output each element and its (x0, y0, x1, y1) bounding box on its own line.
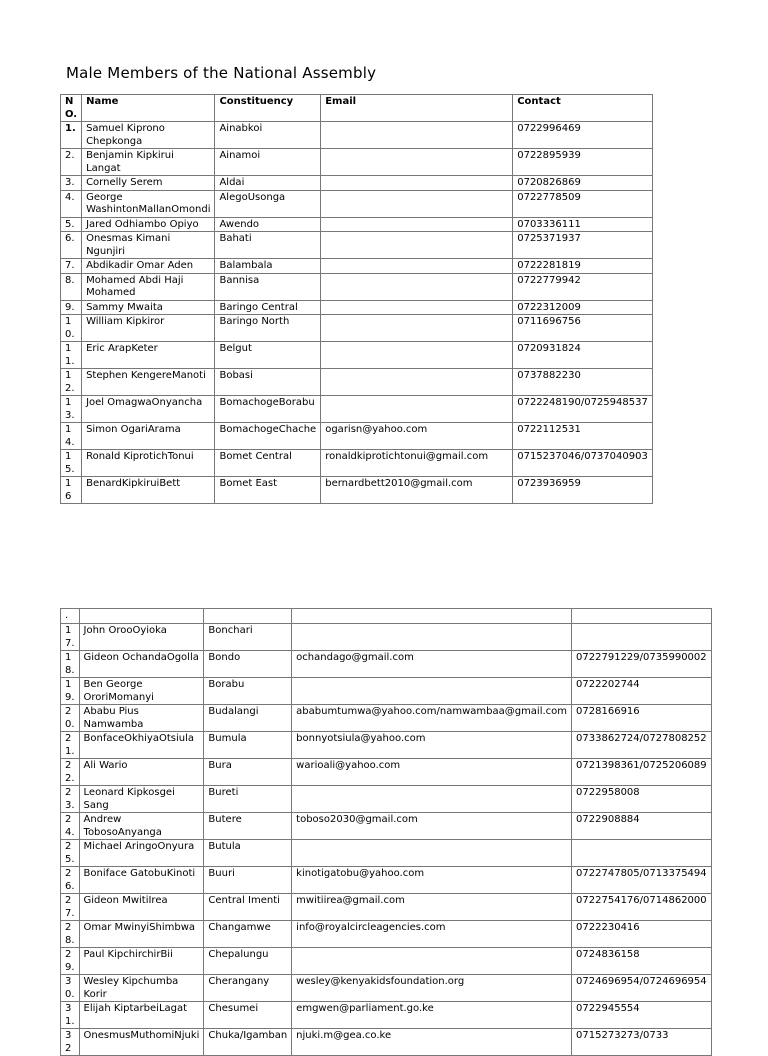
cell-name: Ronald KiprotichTonui (82, 450, 215, 477)
cell-no: 17. (61, 624, 80, 651)
members-table-2 (60, 608, 712, 1056)
cell-email (292, 786, 572, 813)
cell-email: ogarisn@yahoo.com (321, 423, 513, 450)
cell-no: 28. (61, 921, 80, 948)
cell-email (321, 122, 513, 149)
cell-contact: 0722895939 (513, 149, 653, 176)
table-row (61, 232, 653, 259)
cell-name: Paul KipchirchirBii (79, 948, 204, 975)
cell-email (321, 396, 513, 423)
cell-contact: 0715273273/0733 (572, 1029, 712, 1056)
cell-name: Joel OmagwaOnyancha (82, 396, 215, 423)
cell-email (321, 190, 513, 217)
table-row (61, 342, 653, 369)
table-row (61, 651, 712, 678)
table-row (61, 786, 712, 813)
cell-name: BonfaceOkhiyaOtsiula (79, 732, 204, 759)
cell-contact: 0724836158 (572, 948, 712, 975)
cell-email: ababumtumwa@yahoo.com/namwambaa@gmail.com (292, 705, 572, 732)
cell-contact: 0728166916 (572, 705, 712, 732)
cell-no: 11. (61, 342, 82, 369)
cell-no: 24. (61, 813, 80, 840)
cell-contact: 0722747805/0713375494 (572, 867, 712, 894)
cell-email (321, 342, 513, 369)
cell-contact (572, 624, 712, 651)
cell-contact: 0722908884 (572, 813, 712, 840)
cell-no: 9. (61, 300, 82, 315)
cell-constituency: Buuri (204, 867, 292, 894)
cell-name: Andrew TobosoAnyanga (79, 813, 204, 840)
cell-email (292, 948, 572, 975)
cell-email (321, 149, 513, 176)
cell-no: 14. (61, 423, 82, 450)
table-row (61, 813, 712, 840)
cell-no: 7. (61, 259, 82, 274)
cell-no: 13. (61, 396, 82, 423)
cell-name: Abdikadir Omar Aden (82, 259, 215, 274)
cell-constituency: BomachogeChache (215, 423, 321, 450)
cell-contact: 0722779942 (513, 273, 653, 300)
cell-constituency: BomachogeBorabu (215, 396, 321, 423)
cell-contact: 0720826869 (513, 176, 653, 191)
cell-name: Gideon OchandaOgolla (79, 651, 204, 678)
cell-contact: 0703336111 (513, 217, 653, 232)
table-row (61, 423, 653, 450)
cell-constituency: Cherangany (204, 975, 292, 1002)
cell-contact: 0722754176/0714862000 (572, 894, 712, 921)
cell-constituency: Bannisa (215, 273, 321, 300)
table-header-row (61, 95, 653, 122)
cell-email: kinotigatobu@yahoo.com (292, 867, 572, 894)
cell-name: Benjamin Kipkirui Langat (82, 149, 215, 176)
cell-name: Simon OgariArama (82, 423, 215, 450)
cell-name: Gideon MwitiIrea (79, 894, 204, 921)
cell-email: emgwen@parliament.go.ke (292, 1002, 572, 1029)
cell-no: 4. (61, 190, 82, 217)
table-row (61, 975, 712, 1002)
members-table-1 (60, 94, 653, 504)
header-constituency: Constituency (215, 95, 321, 122)
cell-contact: 0733862724/0727808252 (572, 732, 712, 759)
cell-constituency: Chepalungu (204, 948, 292, 975)
cell-constituency: Bobasi (215, 369, 321, 396)
cell-contact: 0721398361/0725206089 (572, 759, 712, 786)
cell-name: Cornelly Serem (82, 176, 215, 191)
table-row (61, 190, 653, 217)
cell-contact: 0722945554 (572, 1002, 712, 1029)
table-row (61, 759, 712, 786)
cell-no: 30. (61, 975, 80, 1002)
cell-email (321, 369, 513, 396)
cell-no: 31. (61, 1002, 80, 1029)
cell-constituency: Aldai (215, 176, 321, 191)
cell-contact: 0722778509 (513, 190, 653, 217)
cell-name: Leonard Kipkosgei Sang (79, 786, 204, 813)
cell-no: 26. (61, 867, 80, 894)
cell-contact: 0722281819 (513, 259, 653, 274)
cell-contact (572, 609, 712, 624)
table-row (61, 1002, 712, 1029)
cell-no: 21. (61, 732, 80, 759)
cell-no: 27. (61, 894, 80, 921)
cell-constituency: Central Imenti (204, 894, 292, 921)
cell-constituency: Chesumei (204, 1002, 292, 1029)
cell-constituency: Bomet Central (215, 450, 321, 477)
cell-constituency: Bonchari (204, 624, 292, 651)
cell-no: 23. (61, 786, 80, 813)
table-row (61, 315, 653, 342)
cell-constituency: Chuka/Igamban (204, 1029, 292, 1056)
cell-email: warioali@yahoo.com (292, 759, 572, 786)
cell-no: 12. (61, 369, 82, 396)
cell-email (321, 315, 513, 342)
cell-contact: 0725371937 (513, 232, 653, 259)
cell-email: toboso2030@gmail.com (292, 813, 572, 840)
cell-constituency: Baringo Central (215, 300, 321, 315)
cell-email: wesley@kenyakidsfoundation.org (292, 975, 572, 1002)
cell-no: 16 (61, 477, 82, 504)
cell-contact: 0723936959 (513, 477, 653, 504)
cell-name: Mohamed Abdi Haji Mohamed (82, 273, 215, 300)
cell-contact: 0722230416 (572, 921, 712, 948)
table-row (61, 921, 712, 948)
cell-constituency: Baringo North (215, 315, 321, 342)
cell-constituency: Ainabkoi (215, 122, 321, 149)
table-row (61, 1029, 712, 1056)
cell-constituency: Budalangi (204, 705, 292, 732)
cell-contact (572, 840, 712, 867)
cell-name: Boniface GatobuKinoti (79, 867, 204, 894)
table-row (61, 396, 653, 423)
cell-constituency: Bumula (204, 732, 292, 759)
table-row (61, 122, 653, 149)
cell-contact: 0722112531 (513, 423, 653, 450)
cell-email (321, 176, 513, 191)
cell-email: info@royalcircleagencies.com (292, 921, 572, 948)
cell-email: bernardbett2010@gmail.com (321, 477, 513, 504)
cell-name: Sammy Mwaita (82, 300, 215, 315)
cell-name: Michael AringoOnyura (79, 840, 204, 867)
cell-no: 22. (61, 759, 80, 786)
cell-name: John OrooOyioka (79, 624, 204, 651)
cell-name: Onesmas Kimani Ngunjiri (82, 232, 215, 259)
cell-name: Wesley Kipchumba Korir (79, 975, 204, 1002)
cell-email (321, 232, 513, 259)
table-row (61, 176, 653, 191)
cell-no: 32 (61, 1029, 80, 1056)
table-row (61, 149, 653, 176)
table-row (61, 259, 653, 274)
cell-constituency: Bomet East (215, 477, 321, 504)
header-name: Name (82, 95, 215, 122)
cell-email (292, 609, 572, 624)
cell-email: ochandago@gmail.com (292, 651, 572, 678)
cell-email (321, 300, 513, 315)
cell-no: 2. (61, 149, 82, 176)
cell-email: njuki.m@gea.co.ke (292, 1029, 572, 1056)
table-row (61, 867, 712, 894)
cell-constituency: Butere (204, 813, 292, 840)
table-row (61, 705, 712, 732)
header-contact: Contact (513, 95, 653, 122)
table-row (61, 840, 712, 867)
cell-no: 10. (61, 315, 82, 342)
cell-email (292, 624, 572, 651)
cell-name: Ben George OroriMomanyi (79, 678, 204, 705)
cell-contact: 0722202744 (572, 678, 712, 705)
cell-constituency: Butula (204, 840, 292, 867)
table-row (61, 894, 712, 921)
cell-no: 18. (61, 651, 80, 678)
table-row (61, 450, 653, 477)
cell-no: 6. (61, 232, 82, 259)
cell-constituency: Bureti (204, 786, 292, 813)
cell-no: 15. (61, 450, 82, 477)
cell-name (79, 609, 204, 624)
cell-no: 8. (61, 273, 82, 300)
cell-no: 1. (61, 122, 82, 149)
cell-name: Stephen KengereManoti (82, 369, 215, 396)
cell-email (321, 259, 513, 274)
cell-name: William Kipkiror (82, 315, 215, 342)
cell-constituency (204, 609, 292, 624)
cell-contact: 0720931824 (513, 342, 653, 369)
table-row (61, 732, 712, 759)
cell-name: Eric ArapKeter (82, 342, 215, 369)
cell-no: 29. (61, 948, 80, 975)
page-title: Male Members of the National Assembly (66, 64, 377, 82)
cell-email (292, 840, 572, 867)
cell-no: 5. (61, 217, 82, 232)
cell-name: Samuel Kiprono Chepkonga (82, 122, 215, 149)
cell-email (321, 273, 513, 300)
cell-contact: 0737882230 (513, 369, 653, 396)
cell-contact: 0715237046/0737040903 (513, 450, 653, 477)
cell-constituency: Ainamoi (215, 149, 321, 176)
cell-contact: 0722248190/0725948537 (513, 396, 653, 423)
cell-constituency: Awendo (215, 217, 321, 232)
cell-name: BenardKipkiruiBett (82, 477, 215, 504)
header-email: Email (321, 95, 513, 122)
cell-contact: 0724696954/0724696954 (572, 975, 712, 1002)
cell-name: Jared Odhiambo Opiyo (82, 217, 215, 232)
cell-name: Omar MwinyiShimbwa (79, 921, 204, 948)
cell-contact: 0722958008 (572, 786, 712, 813)
cell-email: mwitiirea@gmail.com (292, 894, 572, 921)
cell-constituency: Bahati (215, 232, 321, 259)
table-row (61, 948, 712, 975)
cell-contact: 0722996469 (513, 122, 653, 149)
cell-no: 25. (61, 840, 80, 867)
header-no: N O. (61, 95, 82, 122)
cell-constituency: Balambala (215, 259, 321, 274)
cell-constituency: Belgut (215, 342, 321, 369)
cell-name: Elijah KiptarbeiLagat (79, 1002, 204, 1029)
cell-constituency: Bondo (204, 651, 292, 678)
table-row (61, 300, 653, 315)
cell-contact: 0722312009 (513, 300, 653, 315)
cell-name: OnesmusMuthomiNjuki (79, 1029, 204, 1056)
cell-name: George WashintonMallanOmondi (82, 190, 215, 217)
table-row (61, 477, 653, 504)
cell-no: 20. (61, 705, 80, 732)
cell-constituency: Borabu (204, 678, 292, 705)
table-row (61, 678, 712, 705)
cell-no: . (61, 609, 80, 624)
table-row (61, 273, 653, 300)
table-row (61, 609, 712, 624)
cell-contact: 0711696756 (513, 315, 653, 342)
cell-name: Ali Wario (79, 759, 204, 786)
table-row (61, 217, 653, 232)
cell-no: 3. (61, 176, 82, 191)
table-row (61, 624, 712, 651)
cell-name: Ababu Pius Namwamba (79, 705, 204, 732)
cell-constituency: Changamwe (204, 921, 292, 948)
cell-constituency: Bura (204, 759, 292, 786)
cell-no: 19. (61, 678, 80, 705)
cell-constituency: AlegoUsonga (215, 190, 321, 217)
table-row (61, 369, 653, 396)
cell-email: bonnyotsiula@yahoo.com (292, 732, 572, 759)
cell-email: ronaldkiprotichtonui@gmail.com (321, 450, 513, 477)
cell-email (292, 678, 572, 705)
cell-email (321, 217, 513, 232)
cell-contact: 0722791229/0735990002 (572, 651, 712, 678)
